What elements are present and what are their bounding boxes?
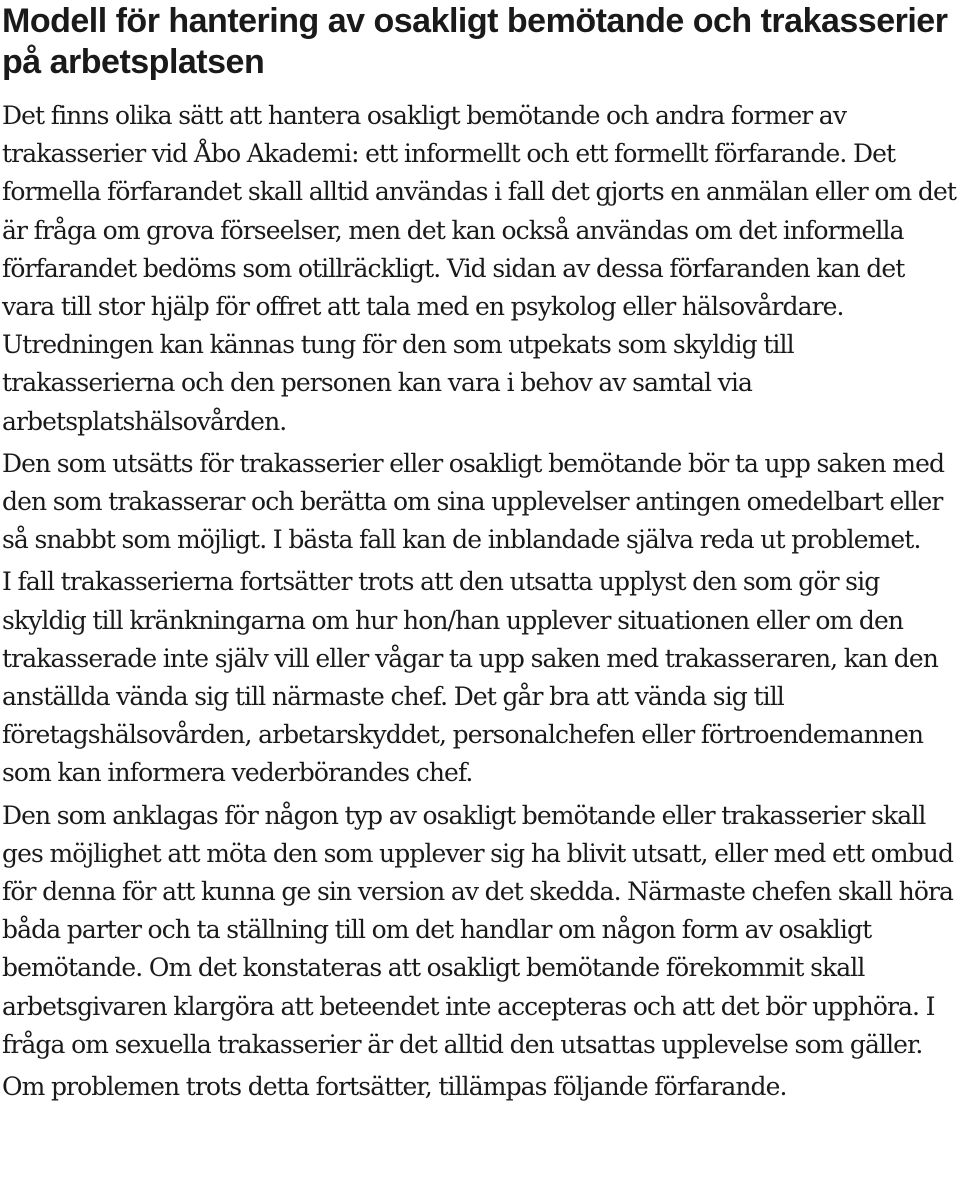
- section-heading: Modell för hantering av osakligt bemötande och trakasserier på arbetsplatsen: [2, 2, 948, 81]
- document-page: [2, 0, 960, 1106]
- paragraph-conclusion: Om problemen trots detta fortsätter, tillämpas följande förfarande.: [2, 1072, 787, 1102]
- paragraph-hearing: Den som anklagas för någon typ av osakligt bemötande eller trakasserier skall ges möjlighet att möta den som upplever sig ha blivit utsatt, eller med ett ombud för denna för att kunna ge sin version av det skedda. Närmaste chefen skall höra båda parter och ta ställning till om det handlar om någon form av osakligt bemötande. Om det konstateras att osakligt bemötande förekommit skall arbetsgivaren klargöra att beteendet inte accepteras och att det bör upphöra. I fråga om sexuella trakasserier är det alltid den utsattas upplevelse som gäller.: [2, 800, 954, 1059]
- paragraph-raise-issue: Den som utsätts för trakasserier eller osakligt bemötande bör ta upp saken med den som trakasserar och berätta om sina upplevelser antingen omedelbart eller så snabbt som möjligt. I bästa fall kan de inblandade själva reda ut problemet.: [2, 448, 945, 555]
- paragraph-contact-manager: I fall trakasserierna fortsätter trots att den utsatta upplyst den som gör sig skyldig till kränkningarna om hur hon/han upplever situationen eller om den trakasserade inte själv vill eller vågar ta upp saken med trakasseraren, kan den anställda vända sig till närmaste chef. Det går bra att vända sig till företagshälsovården, arbetarskyddet, personalchefen eller förtroendemannen som kan informera vederbörandes chef.: [2, 567, 938, 788]
- paragraph-overview: Det finns olika sätt att hantera osakligt bemötande och andra former av trakasserier vid Åbo Akademi: ett informellt och ett formellt förfarande. Det formella förfarandet skall alltid användas i fall det gjorts en anmälan eller om det är fråga om grova förseelser, men det kan också användas om det informella förfarandet bedöms som otillräckligt. Vid sidan av dessa förfaranden kan det vara till stor hjälp för offret att tala med en psykolog eller hälsovårdare. Utredningen kan kännas tung för den som utpekats som skyldig till trakasserierna och den personen kan vara i behov av samtal via arbetsplatshälsovården.: [2, 101, 957, 436]
